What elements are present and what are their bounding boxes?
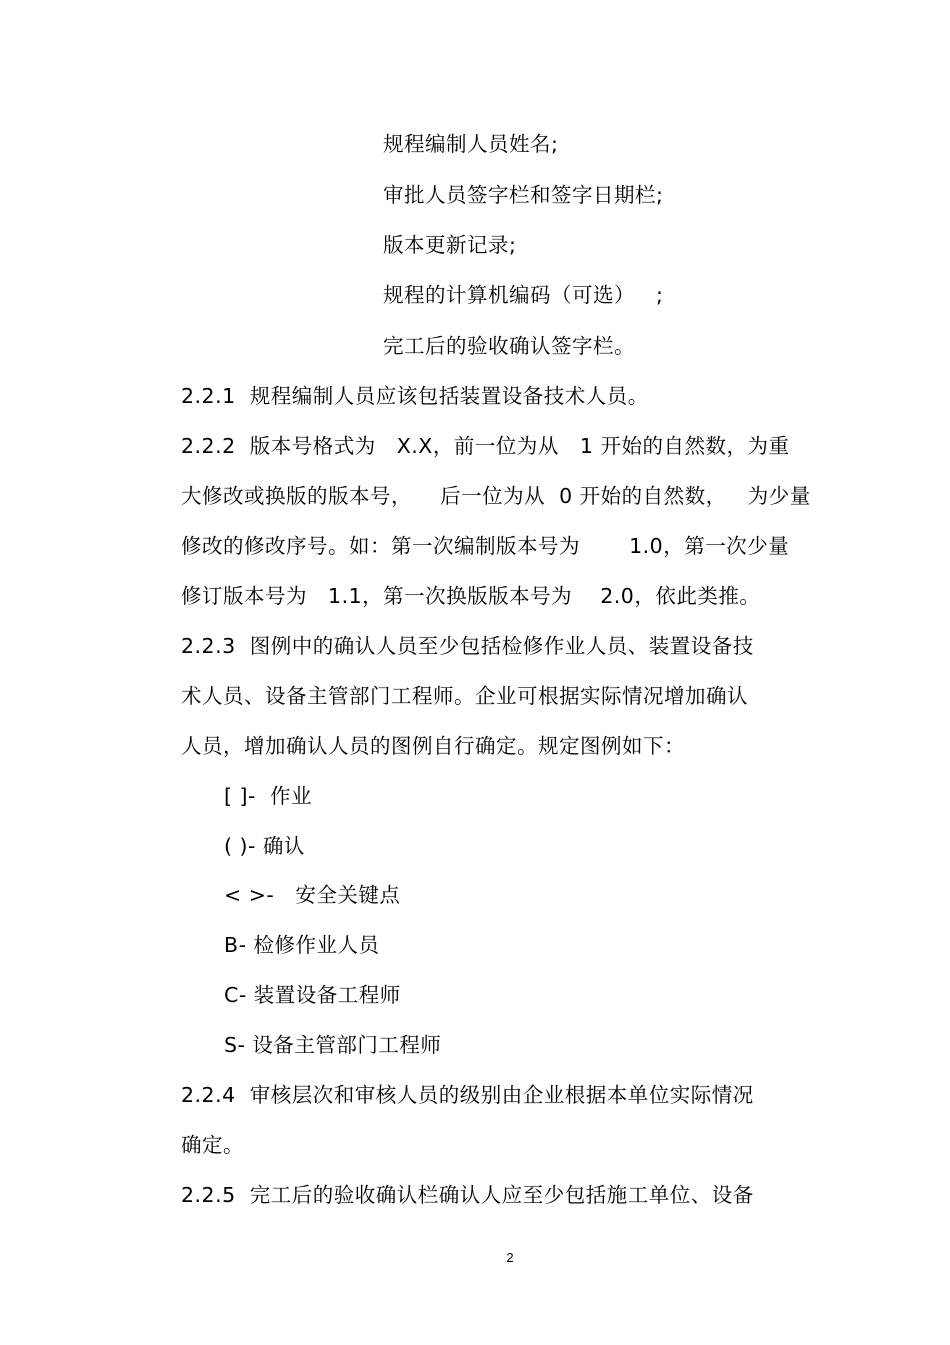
legend-item-safety-key-point: < >- 安全关键点 [224, 883, 401, 907]
paragraph-2-2-3-line-2: 术人员、设备主管部门工程师。企业可根据实际情况增加确认 [181, 684, 748, 708]
paragraph-2-2-3-line-1: 2.2.3 图例中的确认人员至少包括检修作业人员、装置设备技 [181, 634, 754, 658]
paragraph-2-2-3-line-3: 人员，增加确认人员的图例自行确定。规定图例如下： [181, 734, 685, 758]
paragraph-2-2-2-line-1: 2.2.2 版本号格式为 X.X，前一位为从 1 开始的自然数，为重 [181, 434, 790, 458]
list-item-computer-code: 规程的计算机编码（可选） ; [383, 283, 664, 307]
paragraph-2-2-2-line-4: 修订版本号为 1.1，第一次换版版本号为 2.0，依此类推。 [181, 584, 761, 608]
legend-item-confirm: ( )- 确认 [224, 834, 305, 858]
legend-item-b: B- 检修作业人员 [224, 933, 380, 957]
list-item-approver-signature: 审批人员签字栏和签字日期栏; [383, 183, 664, 207]
paragraph-2-2-2-line-3: 修改的修改序号。如：第一次编制版本号为 1.0，第一次少量 [181, 534, 790, 558]
legend-item-work: [ ]- 作业 [224, 784, 312, 808]
list-item-version-record: 版本更新记录; [383, 233, 517, 257]
list-item-acceptance-signature: 完工后的验收确认签字栏。 [383, 334, 635, 358]
paragraph-2-2-4-line-2: 确定。 [181, 1133, 244, 1157]
list-item-author-name: 规程编制人员姓名; [383, 132, 559, 156]
paragraph-2-2-1: 2.2.1 规程编制人员应该包括装置设备技术人员。 [181, 384, 649, 408]
legend-item-s: S- 设备主管部门工程师 [224, 1033, 442, 1057]
paragraph-2-2-4-line-1: 2.2.4 审核层次和审核人员的级别由企业根据本单位实际情况 [181, 1083, 754, 1107]
legend-item-c: C- 装置设备工程师 [224, 983, 401, 1007]
paragraph-2-2-2-line-2: 大修改或换版的版本号， 后一位为从 0 开始的自然数， 为少量 [181, 484, 811, 508]
page-number: 2 [506, 1250, 514, 1265]
paragraph-2-2-5-line-1: 2.2.5 完工后的验收确认栏确认人应至少包括施工单位、设备 [181, 1183, 754, 1207]
